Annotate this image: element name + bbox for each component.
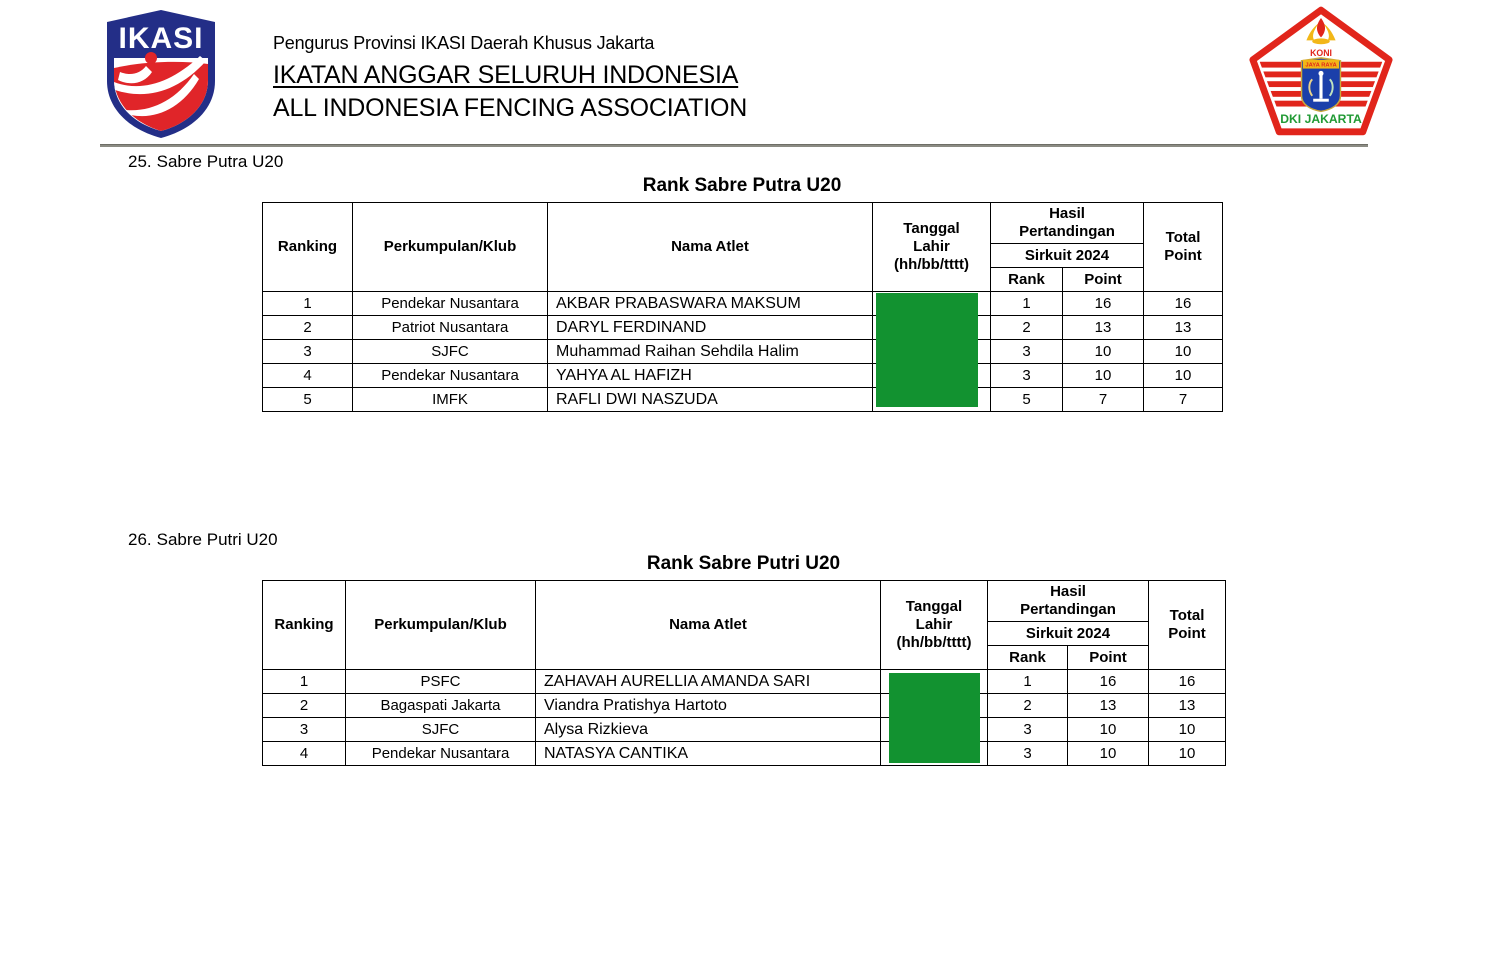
jakarta-coat-of-arms-icon: [1302, 58, 1341, 112]
jaya-raya-text: JAYA RAYA: [1305, 62, 1337, 69]
col-header-ranking: Ranking: [263, 581, 346, 670]
section-number: 25.: [128, 152, 152, 171]
cell-point: 13: [1068, 694, 1149, 718]
table-row: [263, 292, 1223, 316]
col-header-ranking: Ranking: [263, 203, 353, 292]
cell-total: 13: [1149, 694, 1226, 718]
rank-table-putri: [262, 580, 1226, 766]
cell-point: 10: [1063, 364, 1144, 388]
cell-ranking: 5: [263, 388, 353, 412]
birthdate-redaction-block: [876, 293, 978, 407]
cell-point: 7: [1063, 388, 1144, 412]
cell-ranking: 1: [263, 670, 346, 694]
cell-athlete: YAHYA AL HAFIZH: [548, 364, 873, 388]
rank-table-putra-block: [262, 175, 1222, 412]
col-header-season: Sirkuit 2024: [991, 244, 1144, 268]
birthdate-redaction-block: [889, 673, 980, 763]
cell-point: 10: [1068, 718, 1149, 742]
cell-total: 10: [1144, 364, 1223, 388]
col-header-athlete: Nama Atlet: [548, 203, 873, 292]
col-header-birthdate: Tanggal Lahir (hh/bb/tttt): [873, 203, 991, 292]
cell-ranking: 1: [263, 292, 353, 316]
cell-point: 10: [1063, 340, 1144, 364]
cell-ranking: 2: [263, 316, 353, 340]
cell-rank: 1: [991, 292, 1063, 316]
birthdate-format: (hh/bb/tttt): [896, 634, 972, 651]
cell-rank: 2: [991, 316, 1063, 340]
cell-total: 10: [1144, 340, 1223, 364]
ikasi-logo-text: IKASI: [118, 22, 204, 55]
cell-rank: 1: [988, 670, 1068, 694]
cell-ranking: 4: [263, 742, 346, 766]
ikasi-logo-icon: [100, 8, 222, 140]
cell-club: Bagaspati Jakarta: [346, 694, 536, 718]
cell-athlete: Alysa Rizkieva: [536, 718, 881, 742]
birthdate-format: (hh/bb/tttt): [894, 256, 969, 273]
table-title-putra: Rank Sabre Putra U20: [642, 175, 842, 196]
rank-table-putra: [262, 202, 1223, 412]
col-header-result-group: Hasil Pertandingan: [988, 581, 1149, 622]
cell-rank: 3: [991, 340, 1063, 364]
table-row: [263, 670, 1226, 694]
cell-total: 16: [1149, 670, 1226, 694]
col-header-rank: Rank: [988, 646, 1068, 670]
cell-athlete: DARYL FERDINAND: [548, 316, 873, 340]
section-title: Sabre Putri U20: [156, 530, 278, 549]
cell-club: Pendekar Nusantara: [346, 742, 536, 766]
cell-club: IMFK: [353, 388, 548, 412]
table-row: [263, 340, 1223, 364]
col-header-total: Total Point: [1149, 581, 1226, 670]
col-header-birthdate: Tanggal Lahir (hh/bb/tttt): [881, 581, 988, 670]
cell-ranking: 4: [263, 364, 353, 388]
col-header-club: Perkumpulan/Klub: [346, 581, 536, 670]
cell-ranking: 3: [263, 718, 346, 742]
cell-total: 10: [1149, 742, 1226, 766]
table-title-putri: Rank Sabre Putri U20: [646, 553, 841, 574]
header-divider: [100, 144, 1368, 147]
col-header-point: Point: [1068, 646, 1149, 670]
org-name-id: IKATAN ANGGAR SELURUH INDONESIA: [273, 61, 739, 89]
cell-rank: 5: [991, 388, 1063, 412]
cell-total: 10: [1149, 718, 1226, 742]
cell-ranking: 3: [263, 340, 353, 364]
cell-rank: 3: [988, 742, 1068, 766]
org-subtitle: Pengurus Provinsi IKASI Daerah Khusus Jakarta: [273, 33, 655, 53]
table-row: [263, 316, 1223, 340]
cell-point: 16: [1063, 292, 1144, 316]
section-25-heading: [128, 152, 283, 172]
cell-rank: 3: [988, 718, 1068, 742]
koni-dki-jakarta-logo-icon: [1248, 5, 1394, 137]
cell-athlete: ZAHAVAH AURELLIA AMANDA SARI: [536, 670, 881, 694]
col-header-club: Perkumpulan/Klub: [353, 203, 548, 292]
col-header-rank: Rank: [991, 268, 1063, 292]
dki-jakarta-text: DKI JAKARTA: [1280, 112, 1362, 127]
cell-rank: 3: [991, 364, 1063, 388]
cell-athlete: RAFLI DWI NASZUDA: [548, 388, 873, 412]
col-header-athlete: Nama Atlet: [536, 581, 881, 670]
section-number: 26.: [128, 530, 152, 549]
cell-athlete: Muhammad Raihan Sehdila Halim: [548, 340, 873, 364]
cell-total: 7: [1144, 388, 1223, 412]
table-row: [263, 718, 1226, 742]
cell-club: SJFC: [353, 340, 548, 364]
cell-ranking: 2: [263, 694, 346, 718]
cell-club: Patriot Nusantara: [353, 316, 548, 340]
section-title: Sabre Putra U20: [156, 152, 284, 171]
letterhead: [273, 31, 747, 125]
cell-club: SJFC: [346, 718, 536, 742]
cell-athlete: NATASYA CANTIKA: [536, 742, 881, 766]
rank-table-putri-block: [262, 553, 1225, 766]
cell-point: 16: [1068, 670, 1149, 694]
section-26-heading: [128, 530, 278, 550]
cell-rank: 2: [988, 694, 1068, 718]
cell-athlete: AKBAR PRABASWARA MAKSUM: [548, 292, 873, 316]
table-row: [263, 742, 1226, 766]
col-header-total: Total Point: [1144, 203, 1223, 292]
cell-total: 16: [1144, 292, 1223, 316]
cell-athlete: Viandra Pratishya Hartoto: [536, 694, 881, 718]
col-header-season: Sirkuit 2024: [988, 622, 1149, 646]
cell-point: 10: [1068, 742, 1149, 766]
col-header-result-group: Hasil Pertandingan: [991, 203, 1144, 244]
table-row: [263, 364, 1223, 388]
cell-club: Pendekar Nusantara: [353, 364, 548, 388]
cell-total: 13: [1144, 316, 1223, 340]
org-name-en: ALL INDONESIA FENCING ASSOCIATION: [273, 94, 748, 122]
cell-point: 13: [1063, 316, 1144, 340]
cell-club: PSFC: [346, 670, 536, 694]
table-row: [263, 694, 1226, 718]
col-header-point: Point: [1063, 268, 1144, 292]
koni-text: KONI: [1310, 47, 1332, 58]
table-row: [263, 388, 1223, 412]
cell-club: Pendekar Nusantara: [353, 292, 548, 316]
